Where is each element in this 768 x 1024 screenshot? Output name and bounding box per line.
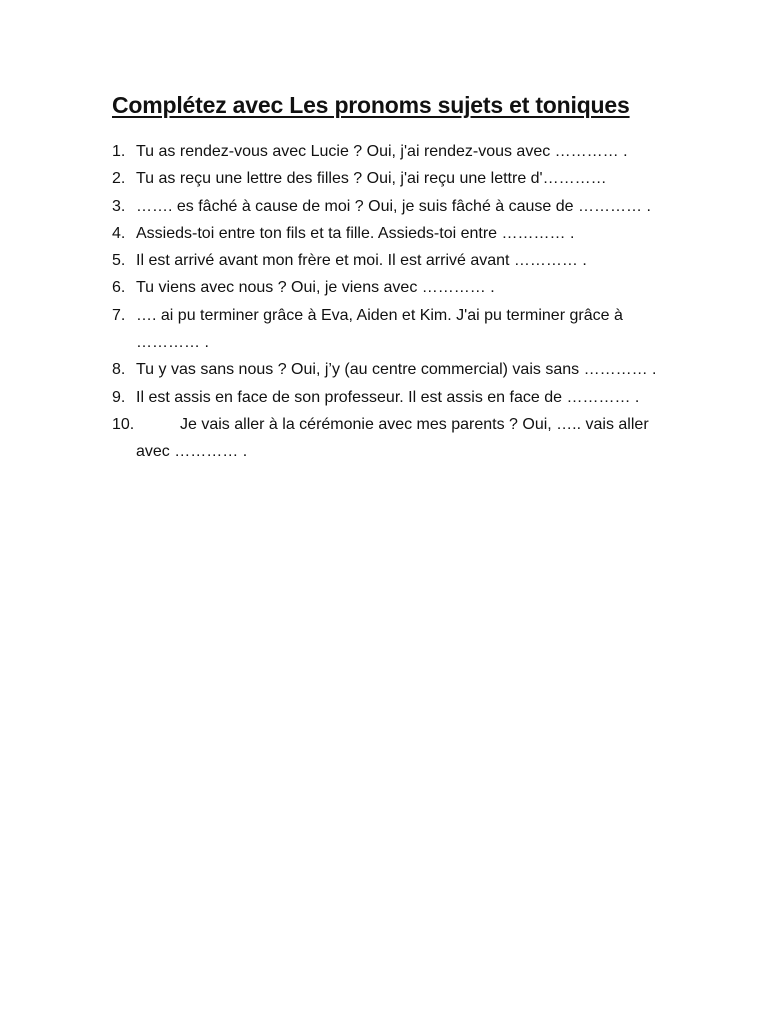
exercise-text: …. ai pu terminer grâce à Eva, Aiden et Kim. J'ai pu terminer grâce à ………… .	[136, 306, 623, 352]
worksheet-title: Complétez avec Les pronoms sujets et toniques	[112, 92, 630, 118]
exercise-number: 6.	[112, 279, 126, 297]
exercise-text: Il est assis en face de son professeur. Il est assis en face de ………… .	[136, 388, 640, 406]
exercise-item-5	[112, 247, 682, 274]
exercise-number: 1.	[112, 143, 126, 160]
exercise-text: Tu viens avec nous ? Oui, je viens avec ………… .	[136, 279, 495, 297]
exercise-number: 5.	[112, 252, 126, 270]
exercise-list	[112, 138, 682, 466]
exercise-number: 10.	[112, 415, 135, 433]
exercise-text: Il est arrivé avant mon frère et moi. Il est arrivé avant ………… .	[136, 252, 587, 270]
exercise-number: 8.	[112, 361, 126, 379]
exercise-text: Tu as reçu une lettre des filles ? Oui, j'ai reçu une lettre d'…………	[136, 170, 607, 188]
exercise-item-1	[112, 138, 682, 165]
exercise-item-10	[112, 411, 682, 466]
exercise-item-3	[112, 193, 682, 220]
exercise-item-7	[112, 302, 682, 357]
exercise-item-4	[112, 220, 682, 247]
exercise-text: Tu as rendez-vous avec Lucie ? Oui, j'ai rendez-vous avec ………… .	[136, 143, 628, 160]
exercise-number: 3.	[112, 197, 126, 215]
exercise-text: Je vais aller à la cérémonie avec mes parents ? Oui, ….. vais aller avec ………… .	[136, 415, 649, 461]
exercise-number: 2.	[112, 170, 126, 188]
exercise-text: Assieds-toi entre ton fils et ta fille. Assieds-toi entre ………… .	[136, 224, 575, 242]
exercise-number: 7.	[112, 306, 126, 324]
exercise-item-2	[112, 165, 682, 192]
exercise-item-8	[112, 356, 682, 383]
exercise-item-9	[112, 384, 682, 411]
exercise-text: ……. es fâché à cause de moi ? Oui, je suis fâché à cause de ………… .	[136, 197, 651, 215]
exercise-item-6	[112, 274, 682, 301]
exercise-number: 4.	[112, 224, 126, 242]
exercise-number: 9.	[112, 388, 126, 406]
exercise-text: Tu y vas sans nous ? Oui, j’y (au centre commercial) vais sans ………… .	[136, 361, 657, 379]
